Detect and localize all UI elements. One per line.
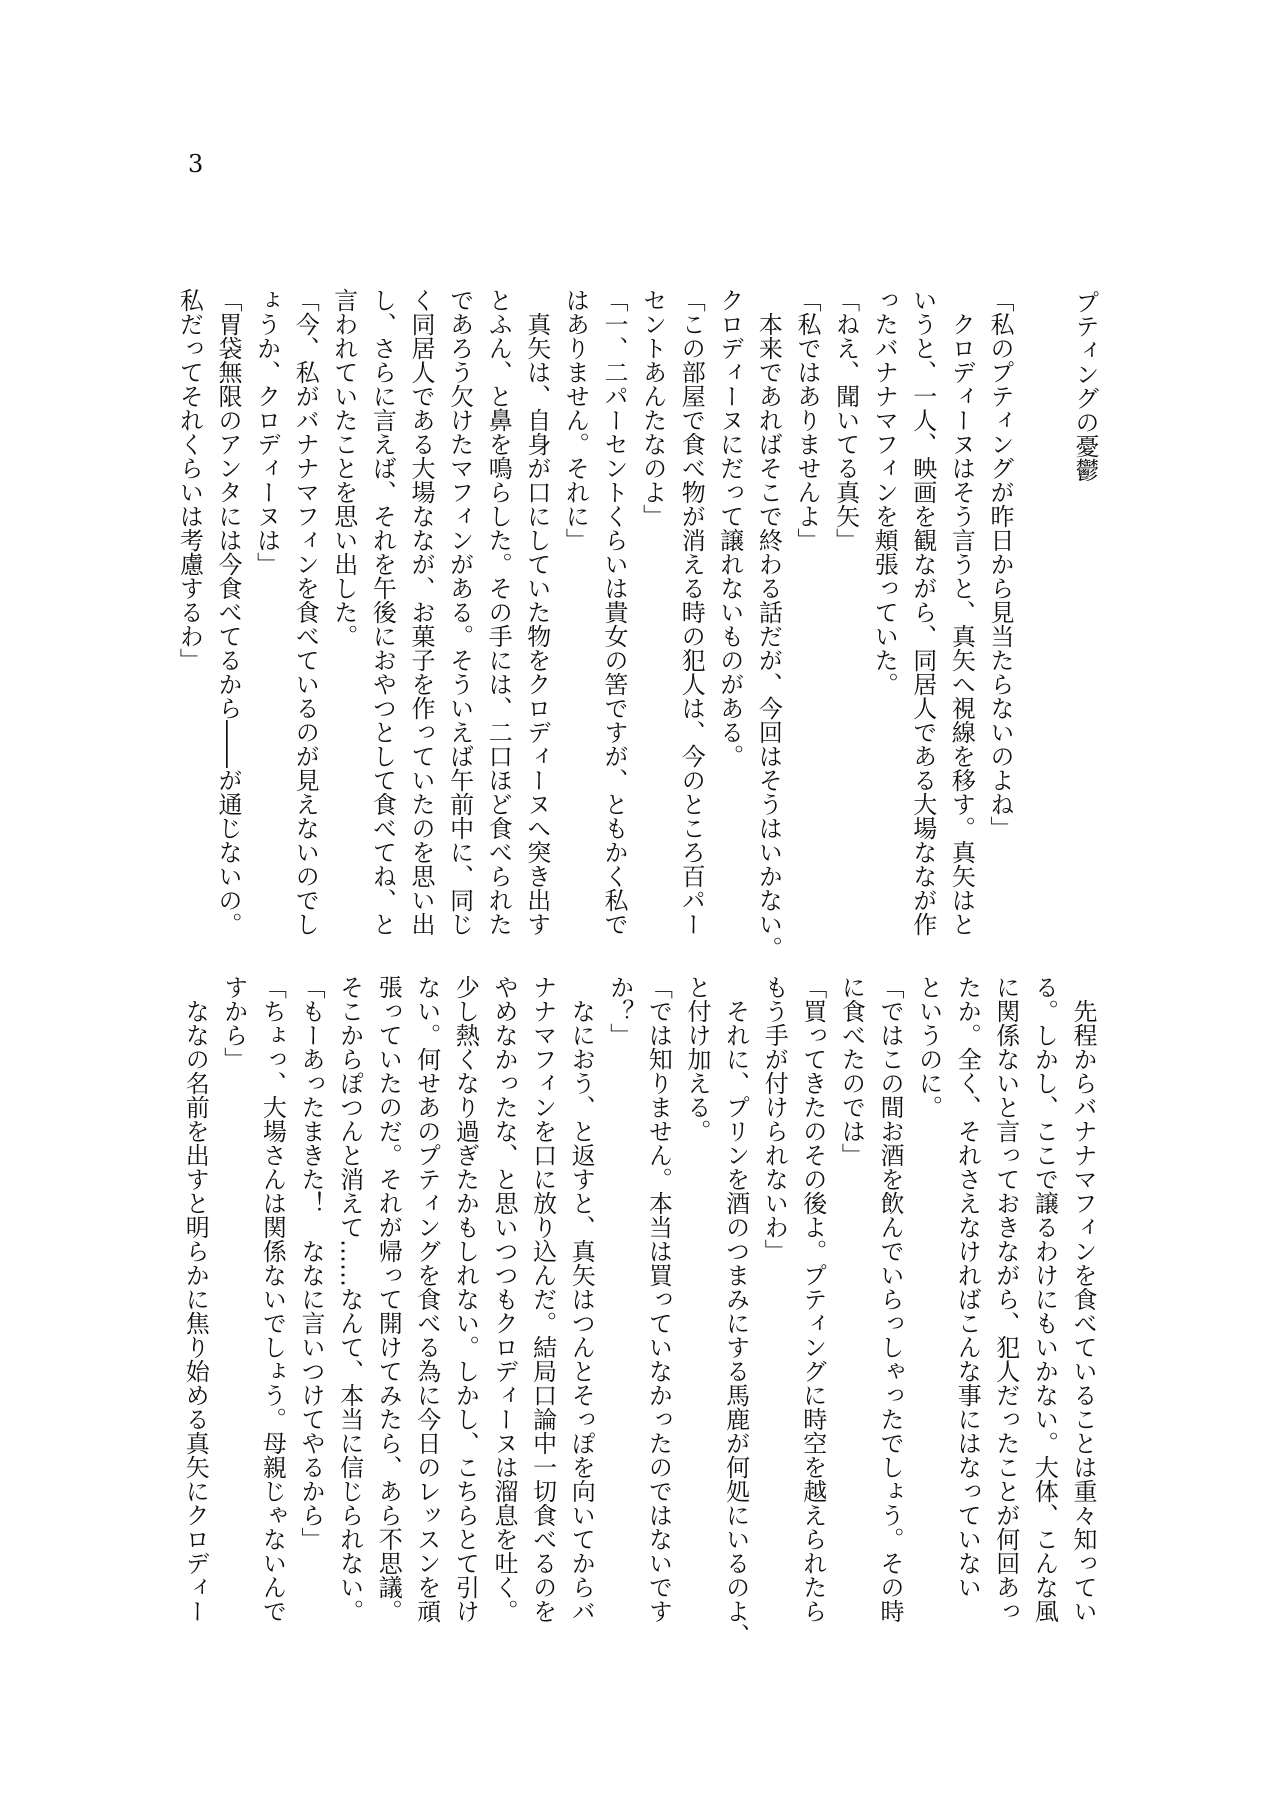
text-column: に食べたのでは」 — [837, 975, 866, 1167]
text-column: クロディーヌはそう言うと、真矢へ視線を移す。真矢はと — [947, 288, 976, 936]
text-column: 「ねえ、聞いてる真矢」 — [831, 288, 860, 552]
text-column: 真矢は、自身が口にしていた物をクロディーヌへ突き出す — [522, 288, 551, 936]
text-column: し、さらに言えば、それを午後におやつとして食べてね、と — [368, 288, 397, 936]
text-column: ょうか、クロディーヌは」 — [252, 288, 281, 576]
page-number: 3 — [188, 150, 204, 178]
text-column: ない。何せあのプティングを食べる為に今日のレッスンを頑 — [412, 975, 441, 1623]
text-column: 「ちょっ、大場さんは関係ないでしょう。母親じゃないんで — [258, 975, 287, 1623]
text-column: もう手が付けられないわ」 — [760, 975, 789, 1263]
text-column: すから」 — [219, 975, 248, 1071]
chapter-title: プティングの憂鬱 — [1071, 290, 1099, 482]
text-column: クロディーヌにだって譲れないものがある。 — [715, 288, 744, 768]
text-column: たか。全く、それさえなければこんな事にはなっていない — [953, 975, 982, 1599]
text-column: 「私ではありませんよ」 — [793, 288, 821, 552]
text-column: 「では知りません。本当は買っていなかったのではないです — [644, 975, 673, 1623]
text-column: 「ではこの間お酒を飲んでいらっしゃったでしょう。その時 — [876, 975, 904, 1623]
text-column: ななの名前を出すと明らかに焦り始める真矢にクロディー — [181, 975, 210, 1623]
text-column: ナナマフィンを口に放り込んだ。結局口論中一切食べるのを — [528, 975, 557, 1623]
text-column: 「もーあったまきた！ ななに言いつけてやるから」 — [297, 975, 325, 1551]
text-column: 「私のプティングが昨日から見当たらないのよね」 — [986, 288, 1014, 840]
text-column: ったバナナマフィンを頬張っていた。 — [870, 288, 899, 696]
text-column: であろう欠けたマフィンがある。そういえば午前中に、同じ — [445, 288, 474, 936]
text-column: 「一、二パーセントくらいは貴女の筈ですが、ともかく私で — [600, 288, 628, 936]
text-column: 本来であればそこで終わる話だが、今回はそうはいかない。 — [754, 288, 783, 960]
text-column: 少し熱くなり過ぎたかもしれない。しかし、こちらとて引け — [451, 975, 480, 1623]
text-column: 「胃袋無限のアンタには今食べてるから――が通じないの。 — [214, 288, 242, 936]
text-column: と付け加える。 — [683, 975, 711, 1143]
text-column: 先程からバナナマフィンを食べていることは重々知ってい — [1069, 975, 1097, 1623]
text-column: はありません。それに」 — [561, 288, 590, 552]
text-column: そこからぽつんと消えて……なんて、本当に信じられない。 — [335, 975, 364, 1623]
text-column: く同居人である大場ななが、お菓子を作っていたのを思い出 — [407, 288, 435, 936]
text-column: セントあんたなのよ」 — [638, 288, 667, 528]
text-column: なにおう、と返すと、真矢はつんとそっぽを向いてからバ — [567, 975, 596, 1623]
text-column: というのに。 — [914, 975, 943, 1119]
text-column: やめなかったな、と思いつつもクロディーヌは溜息を吐く。 — [490, 975, 518, 1623]
text-column: る。しかし、ここで譲るわけにもいかない。大体、こんな風 — [1030, 975, 1059, 1623]
text-column: それに、プリンを酒のつまみにする馬鹿が何処にいるのよ、 — [721, 975, 750, 1647]
text-column: 「買ってきたのその後よ。プティングに時空を越えられたら — [798, 975, 827, 1623]
text-column: 言われていたことを思い出した。 — [329, 288, 358, 648]
text-column: 私だってそれくらいは考慮するわ」 — [175, 288, 204, 672]
text-column: か？」 — [605, 975, 634, 1047]
text-column: 張っていたのだ。それが帰って開けてみたら、あら不思議。 — [374, 975, 403, 1623]
text-column: 「今、私がバナナマフィンを食べているのが見えないのでし — [291, 288, 320, 936]
text-column: 「この部屋で食べ物が消える時の犯人は、今のところ百パー — [677, 288, 706, 936]
text-column: に関係ないと言っておきながら、犯人だったことが何回あっ — [991, 975, 1020, 1623]
text-column: いうと、一人、映画を観ながら、同居人である大場ななが作 — [908, 288, 937, 936]
text-column: とふん、と鼻を鳴らした。その手には、二口ほど食べられた — [484, 288, 513, 936]
